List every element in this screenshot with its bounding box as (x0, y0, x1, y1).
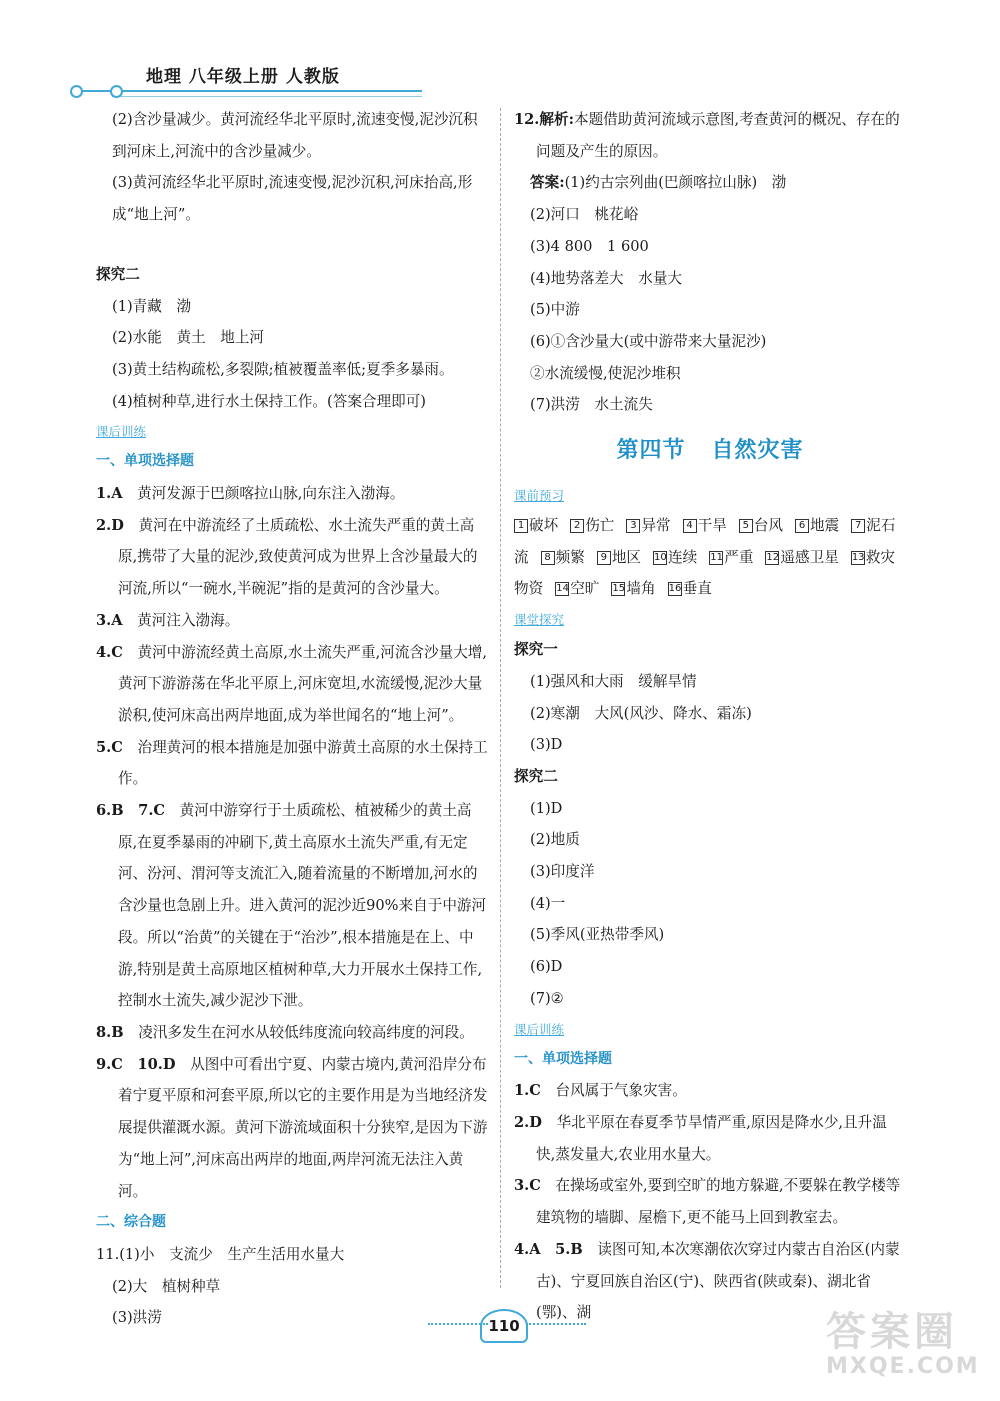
answer-item (96, 478, 488, 510)
footer-dots (526, 1323, 586, 1325)
answer-list (514, 199, 906, 421)
explore-list (514, 793, 906, 1015)
vocab-word: 地区 (611, 548, 642, 566)
vocab-word: 垂直 (682, 580, 712, 598)
number-box: 3 (626, 519, 640, 533)
answer-text: 在操场或室外,要到空旷的地方躲避,不要躲在教学楼等建筑物的墙脚、屋檐下,更不能马上回到教室去。 (536, 1177, 901, 1227)
intro-line: (3)黄河流经华北平原时,流速变慢,泥沙沉积,河床抬高,形成“地上河”。 (112, 174, 473, 224)
section-heading: 一、单项选择题 (96, 453, 194, 470)
number-box: 2 (570, 519, 584, 533)
answer-key: 2.D (514, 1113, 542, 1131)
answer-text: (1)约古宗列曲(巴颜喀拉山脉) 渤 (564, 174, 787, 192)
list-line: (6)①含沙量大(或中游带来大量泥沙) (530, 332, 767, 350)
number-box: 1 (514, 519, 528, 533)
number-box: 9 (597, 551, 611, 565)
answer-key: 2.D (96, 516, 124, 534)
answer-text: 黄河在中游流经了土质疏松、水土流失严重的黄土高原,携带了大量的泥沙,致使黄河成为世界上含沙量最大的河流,所以“一碗水,半碗泥”指的是黄河的含沙量大。 (118, 516, 478, 598)
page-footer (428, 1305, 578, 1345)
answer-item (514, 167, 906, 199)
vocab-word: 连续 (668, 548, 698, 566)
list-line: (2)寒潮 大风(风沙、降水、霜冻) (530, 704, 752, 722)
answer-text: 黄河中游流经黄土高原,水土流失严重,河流含沙量大增,黄河下游游荡在华北平原上,河床宽坦,水流缓慢,泥沙大量淤积,使河床高出两岸地面,成为举世闻名的“地上河”。 (118, 643, 488, 724)
explore-item: (2)水能 黄土 地上河 (112, 329, 265, 347)
answer-item (514, 104, 906, 167)
number-box: 15 (612, 583, 626, 595)
list-line: (5)季风(亚热带季风) (530, 926, 665, 944)
vocab-item (683, 517, 727, 534)
answer-item (96, 1017, 488, 1049)
answer-key: 4.A 5.B (514, 1240, 583, 1258)
number-box: 11 (710, 551, 723, 563)
vocab-word: 救灾物资 (514, 548, 896, 598)
book-title: 地理 八年级上册 人教版 (146, 67, 340, 87)
explore-heading: 探究二 (96, 265, 140, 283)
vocab-item (597, 549, 641, 566)
answer-key: 8.B (96, 1023, 124, 1041)
number-box: 5 (739, 519, 753, 533)
vocab-word: 异常 (641, 517, 671, 535)
answer-item (514, 1170, 906, 1233)
header-rule (72, 90, 422, 92)
vocab-item (795, 517, 839, 534)
column-divider (500, 108, 501, 1288)
list-line: (7)洪涝 水土流失 (530, 396, 653, 414)
number-box: 10 (654, 551, 667, 563)
number-box: 16 (668, 583, 682, 595)
vocab-item (653, 549, 697, 566)
vocab-item (555, 580, 599, 597)
header-rule-thin (112, 96, 422, 97)
number-box: 4 (683, 519, 697, 533)
answer-text: 凌汛多发生在河水从较低纬度流向较高纬度的河段。 (138, 1023, 474, 1041)
answer-list (96, 478, 488, 1207)
vocab-word: 干旱 (697, 517, 727, 535)
list-line: ②水流缓慢,使泥沙堆积 (530, 364, 681, 382)
vocab-word: 严重 (724, 548, 754, 566)
left-column (96, 104, 488, 1334)
watermark-text: 答案圈 (826, 1309, 958, 1355)
watermark-url: MXQE.COM (826, 1354, 980, 1379)
list-line: (3)印度洋 (530, 863, 595, 881)
section-heading: 一、单项选择题 (514, 1050, 612, 1067)
answer-item (514, 1075, 906, 1107)
vocab-item (514, 517, 558, 534)
vocab-list (514, 510, 906, 605)
answer-item (96, 605, 488, 637)
vocab-item (626, 517, 670, 534)
answer-key: 3.A (96, 611, 123, 629)
answer-key: 4.C (96, 643, 123, 661)
section-label: 课后训练 (514, 1021, 565, 1037)
number-box: 6 (795, 519, 809, 533)
vocab-item (709, 549, 753, 566)
section-label: 课后训练 (96, 424, 147, 440)
list-line: (4)地势落差大 水量大 (530, 269, 683, 287)
vocab-word: 墙角 (626, 580, 656, 598)
answer-key: 5.C (96, 738, 123, 756)
vocab-item (611, 580, 655, 597)
vocab-word: 伤亡 (585, 517, 615, 535)
answer-text: 黄河注入渤海。 (137, 611, 240, 629)
footer-dots (428, 1323, 488, 1325)
number-box: 12 (766, 551, 780, 563)
vocab-item (739, 517, 783, 534)
list-line: (6)D (530, 958, 563, 976)
chapter-title (514, 421, 906, 481)
answer-item (96, 510, 488, 605)
answer-item (96, 795, 488, 1017)
answer-text: 黄河中游穿行于土质疏松、植被稀少的黄土高原,在夏季暴雨的冲刷下,黄土高原水土流失严重,有无定河、汾河、渭河等支流汇入,随着流量的不断增加,河水的含沙量也急剧上升。进入黄河的泥沙近90%来自于中游河段。所以“治黄”的关键在于“治沙”,根本措施是在上、中游,特别是黄土高原地区植树种草,大力开展水土保持工作,控制水土流失,减少泥沙下泄。 (118, 802, 487, 1010)
answer-key: 1.C (514, 1082, 541, 1100)
answer-key: 6.B 7.C (96, 802, 166, 820)
answer-key: 答案: (530, 174, 565, 192)
answer-text: 治理黄河的根本措施是加强中游黄土高原的水土保持工作。 (118, 738, 488, 788)
answer-key: 12.解析: (514, 111, 574, 128)
number-box: 13 (851, 551, 865, 563)
page-header (0, 0, 1000, 110)
section-heading: 二、综合题 (96, 1214, 166, 1231)
list-line: (7)② (530, 989, 564, 1007)
intro-line: (2)含沙量减少。黄河流经华北平原时,流速变慢,泥沙沉积到河床上,河流中的含沙量减少。 (112, 111, 478, 160)
right-column (514, 104, 906, 1329)
answer-item (96, 732, 488, 795)
vocab-word: 泥石流 (514, 517, 896, 566)
vocab-word: 破坏 (529, 517, 559, 535)
watermark-logo (826, 1310, 996, 1390)
vocab-item (668, 580, 712, 597)
answer-text: 本题借助黄河流域示意图,考查黄河的概况、存在的问题及产生的原因。 (536, 111, 900, 160)
number-box: 8 (541, 551, 555, 565)
vocab-item (765, 549, 838, 566)
explore-item: (3)黄土结构疏松,多裂隙;植被覆盖率低;夏季多暴雨。 (112, 360, 454, 378)
list-line: (3)4 800 1 600 (530, 237, 649, 255)
answer-text: 从图中可看出宁夏、内蒙古境内,黄河沿岸分布着宁夏平原和河套平原,所以它的主要作用是为当地经济发展提供灌溉水源。黄河下游流域面积十分狭窄,是因为下游为“地上河”,河床高出两岸的地面,两岸河流无法注入黄河。 (118, 1055, 488, 1200)
header-dot-icon (110, 85, 123, 98)
list-line: (1)D (530, 799, 563, 817)
list-line: (2)河口 桃花峪 (530, 206, 639, 224)
answer-item (96, 637, 488, 732)
number-box: 14 (556, 583, 569, 595)
chapter-number: 第四节 (616, 438, 686, 464)
answer-item: 11.(1)小 支流少 生产生活用水量大 (96, 1245, 345, 1263)
answer-list (514, 1075, 906, 1329)
vocab-item (570, 517, 614, 534)
chapter-name: 自然灾害 (711, 438, 804, 464)
vocab-word: 频繁 (555, 548, 585, 566)
explore-heading: 探究一 (514, 641, 558, 659)
vocab-item (541, 549, 585, 566)
answer-key: 3.C (514, 1177, 541, 1195)
vocab-word: 地震 (810, 517, 840, 535)
explore-list (514, 666, 906, 761)
vocab-word: 遥感卫星 (780, 548, 839, 566)
vocab-word: 台风 (753, 517, 784, 535)
page-number: 110 (480, 1309, 528, 1343)
answer-text: 华北平原在春夏季节旱情严重,原因是降水少,且升温快,蒸发量大,农业用水量大。 (536, 1113, 887, 1163)
answer-key: 1.A (96, 485, 123, 503)
header-dot-icon (70, 85, 83, 98)
vocab-paragraph (514, 510, 906, 605)
number-box: 7 (851, 519, 865, 533)
list-line: (2)地质 (530, 831, 580, 849)
answer-item (514, 1107, 906, 1170)
answer-item: (2)大 植树种草 (112, 1277, 221, 1295)
answer-text: 黄河发源于巴颜喀拉山脉,向东注入渤海。 (137, 485, 405, 503)
section-label: 课堂探究 (514, 612, 565, 628)
list-line: (5)中游 (530, 301, 580, 319)
list-line: (4)一 (530, 894, 566, 912)
vocab-word: 空旷 (570, 580, 600, 598)
explore-item: (4)植树种草,进行水土保持工作。(答案合理即可) (112, 392, 426, 410)
answer-item (96, 1049, 488, 1208)
answer-text: 台风属于气象灾害。 (555, 1082, 687, 1100)
answer-key: 9.C 10.D (96, 1055, 176, 1073)
explore-heading: 探究二 (514, 767, 558, 785)
list-line: (1)强风和大雨 缓解旱情 (530, 672, 697, 690)
list-line: (3)D (530, 736, 563, 754)
section-label: 课前预习 (514, 488, 565, 504)
answer-item: (3)洪涝 (112, 1309, 162, 1327)
explore-item: (1)青藏 渤 (112, 297, 192, 315)
answer-text: 读图可知,本次寒潮依次穿过内蒙古自治区(内蒙古)、宁夏回族自治区(宁)、陕西省(陕或秦)、湖北省(鄂)、湖 (536, 1240, 900, 1322)
